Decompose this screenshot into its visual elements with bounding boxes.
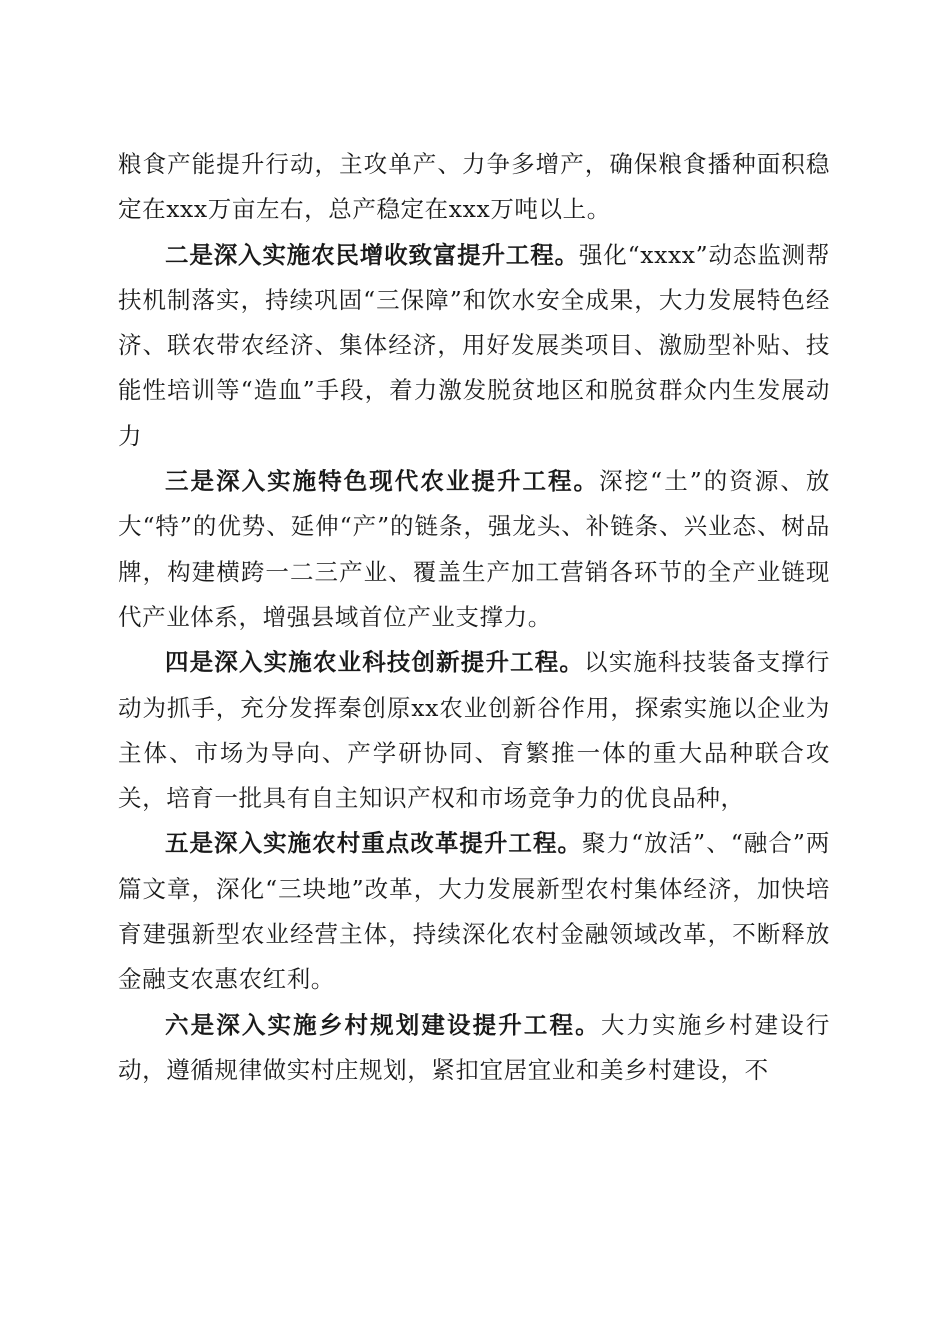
paragraph-body: 强化“xxxx”动态监测帮扶机制落实，持续巩固“三保障”和饮水安全成果，大力发展特色经济、联农带农经济、集体经济，用好发展类项目、激励型补贴、技能性培训等“造血”手段，着力激发脱贫地区和脱贫群众内生发展动力 [118, 240, 830, 450]
paragraph-heading: 五是深入实施农村重点改革提升工程。 [165, 829, 583, 858]
paragraph-body: 粮食产能提升行动，主攻单产、力争多增产，确保粮食播种面积稳定在xxx万亩左右，总产稳定在xxx万吨以上。 [118, 150, 830, 224]
paragraph-grain-capacity [118, 142, 830, 233]
paragraph-body: 大力实施乡村建设行动，遵循规律做实村庄规划，紧扣宜居宜业和美乡村建设，不 [118, 1010, 830, 1084]
paragraph-modern-agriculture [118, 459, 830, 640]
paragraph-body: 深挖“土”的资源、放大“特”的优势、延伸“产”的链条，强龙头、补链条、兴业态、树品牌，构建横跨一二三产业、覆盖生产加工营销各环节的全产业链现代产业体系，增强县域首位产业支撑力。 [118, 467, 831, 631]
paragraph-heading: 六是深入实施乡村规划建设提升工程。 [165, 1010, 601, 1039]
paragraph-farmer-income [118, 233, 830, 459]
document-body [118, 142, 830, 1093]
paragraph-rural-planning [118, 1003, 830, 1094]
paragraph-heading: 三是深入实施特色现代农业提升工程。 [165, 467, 600, 496]
paragraph-body: 以实施科技装备支撑行动为抓手，充分发挥秦创原xx农业创新谷作用，探索实施以企业为主体、市场为导向、产学研协同、育繁推一体的重大品种联合攻关，培育一批具有自主知识产权和市场竞争力的优良品种， [118, 648, 831, 813]
paragraph-heading: 二是深入实施农民增收致富提升工程。 [165, 240, 579, 269]
paragraph-agri-tech [118, 640, 830, 821]
paragraph-rural-reform [118, 821, 830, 1002]
paragraph-body: 聚力“放活”、“融合”两篇文章，深化“三块地”改革，大力发展新型农村集体经济，加快培育建强新型农业经营主体，持续深化农村金融领域改革，不断释放金融支农惠农红利。 [118, 829, 830, 994]
paragraph-heading: 四是深入实施农业科技创新提升工程。 [165, 648, 585, 677]
